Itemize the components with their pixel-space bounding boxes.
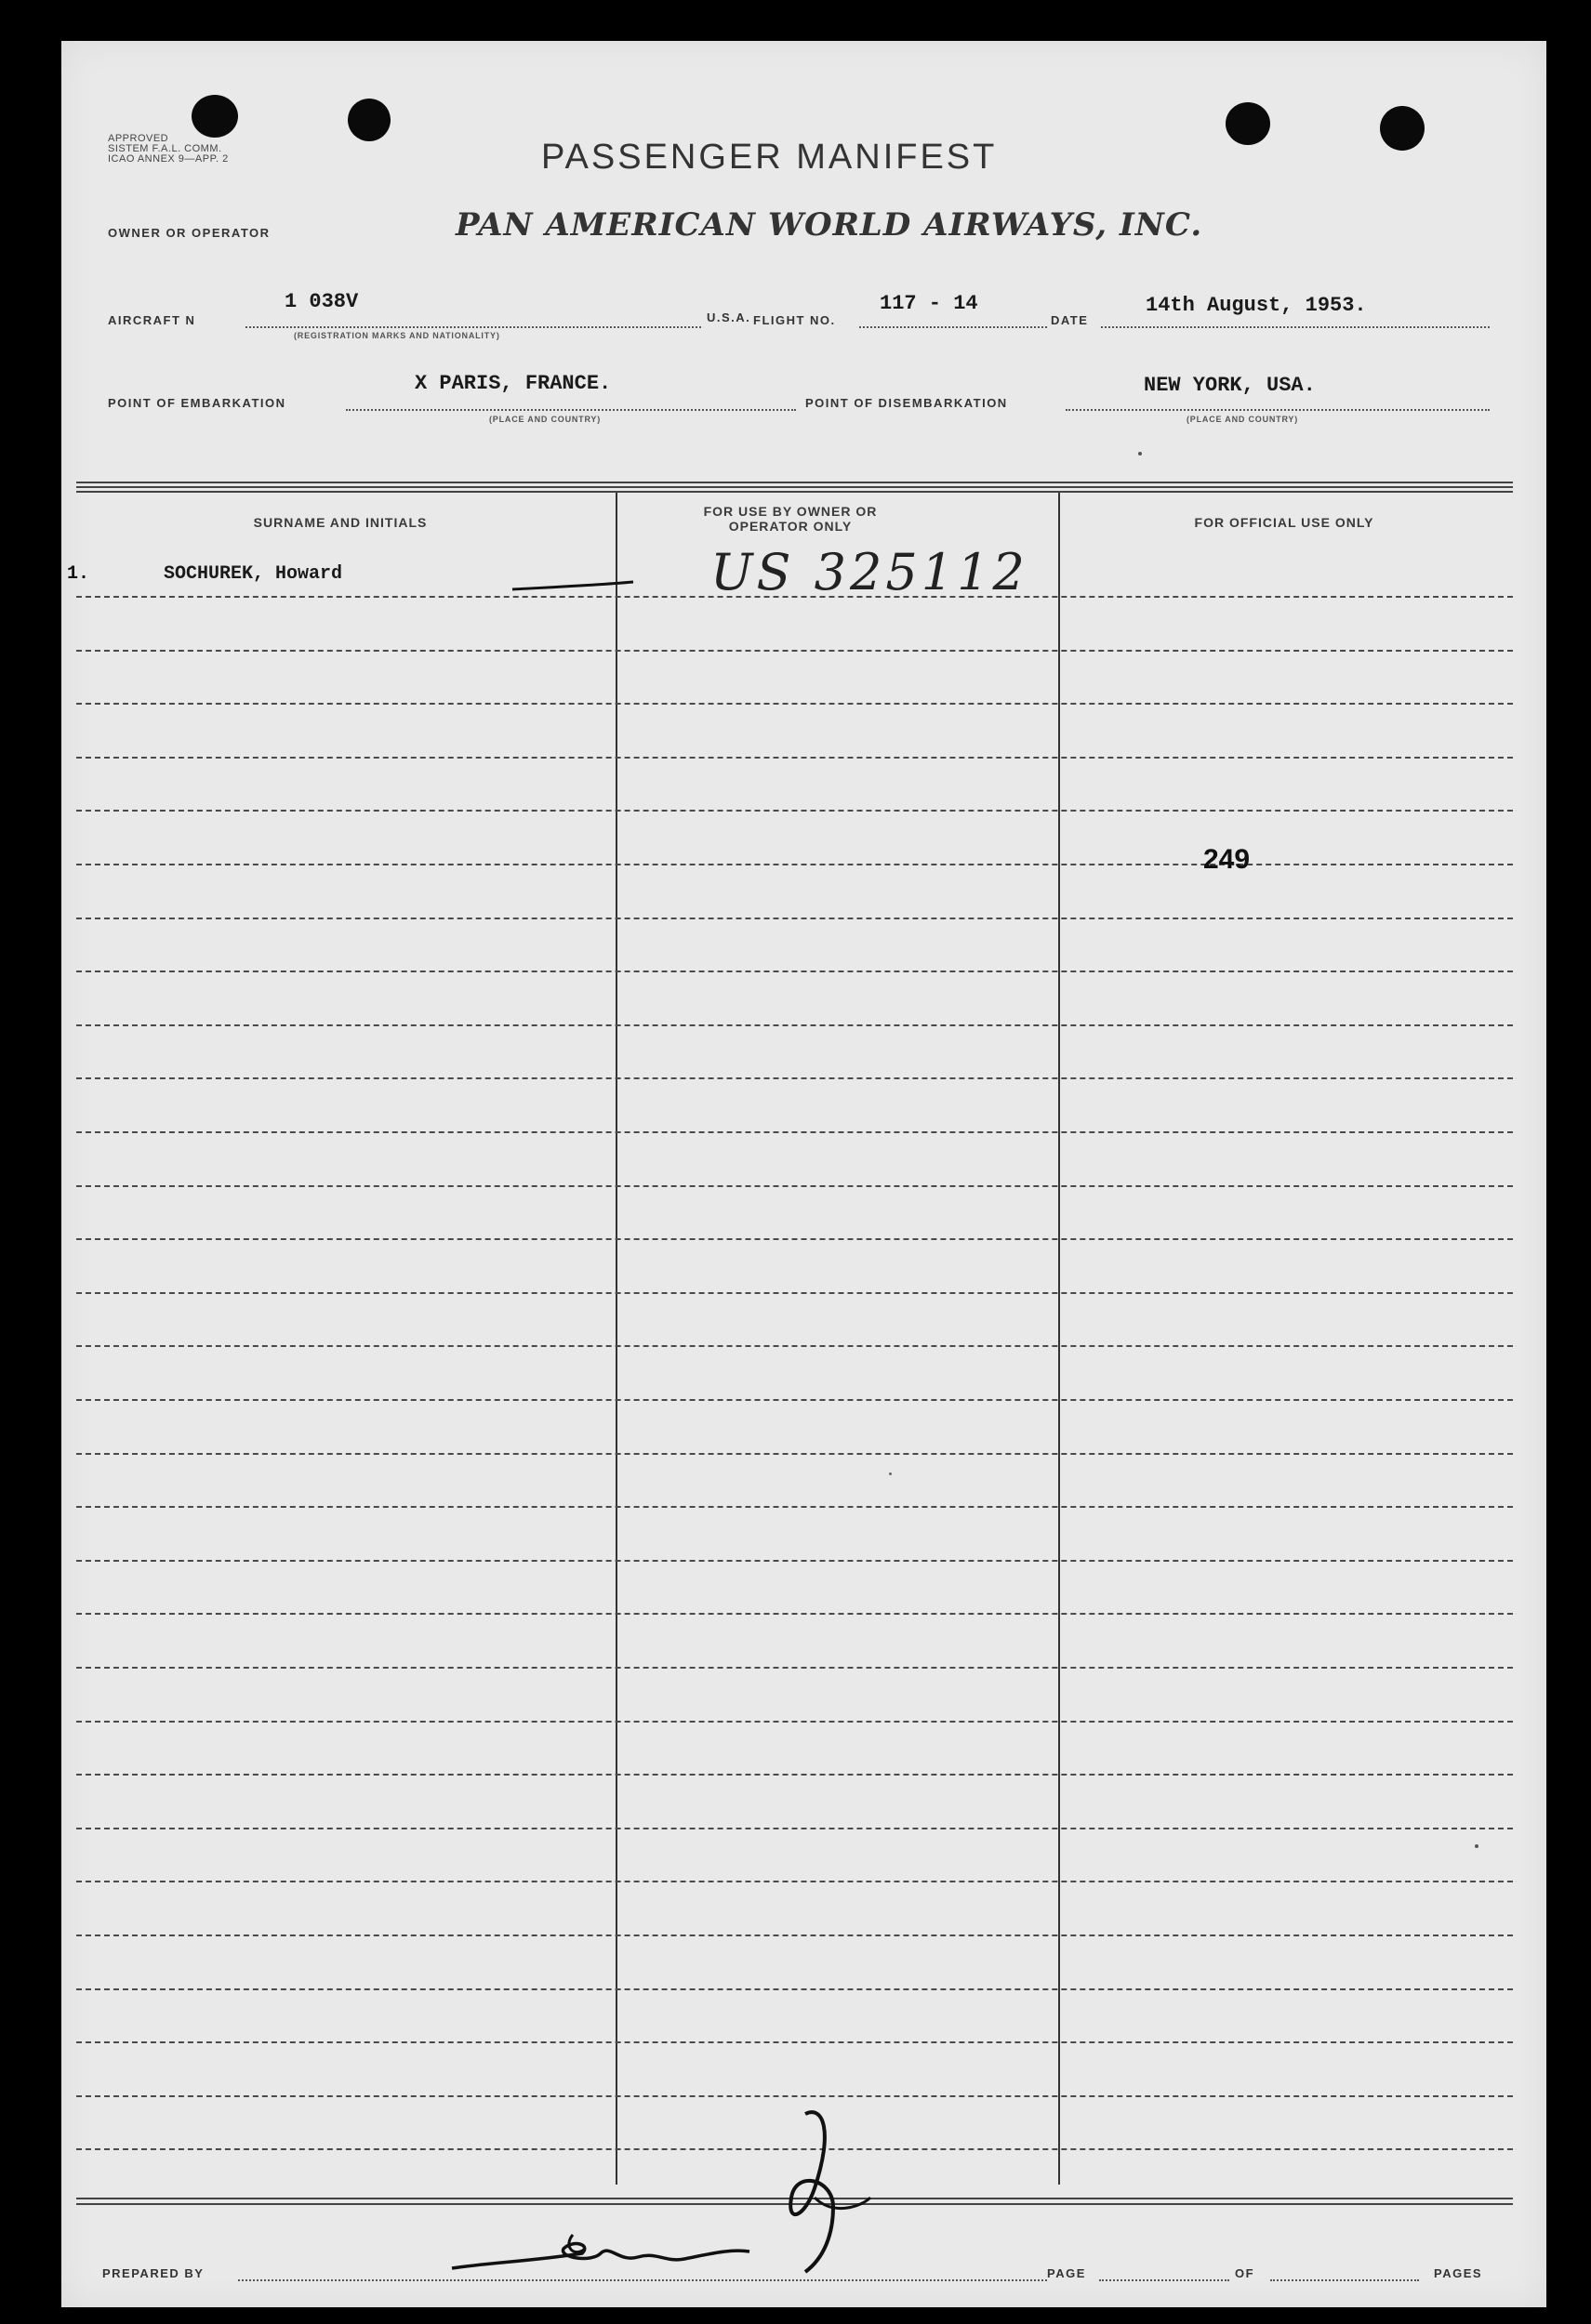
flight-date: 14th August, 1953.: [1146, 294, 1367, 317]
approval-line: APPROVED: [108, 133, 169, 144]
nationality: U.S.A.: [707, 310, 751, 324]
punch-hole: [348, 99, 391, 141]
table-row-line: [76, 1238, 1513, 1240]
punch-hole: [1226, 102, 1270, 145]
flight-label: FLIGHT NO.: [753, 313, 836, 327]
column-header-official: FOR OFFICIAL USE ONLY: [1194, 515, 1374, 530]
disembarkation-label: POINT OF DISEMBARKATION: [805, 396, 1008, 410]
table-row-line: [76, 1024, 1513, 1026]
disembarkation-caption: (PLACE AND COUNTRY): [1187, 415, 1299, 424]
manifest-sheet: [61, 41, 1546, 2307]
owner-label: OWNER OR OPERATOR: [108, 226, 271, 240]
form-title: PASSENGER MANIFEST: [541, 138, 998, 177]
table-row-line: [76, 1453, 1513, 1455]
registration-caption: (REGISTRATION MARKS AND NATIONALITY): [294, 331, 500, 340]
flight-number: 117 - 14: [880, 292, 978, 315]
table-row-line: [76, 1667, 1513, 1669]
table-row-line: [76, 1881, 1513, 1882]
official-stamp: 249: [1203, 844, 1251, 875]
column-header-operator: FOR USE BY OWNER OR OPERATOR ONLY: [703, 504, 878, 534]
speck: [889, 1472, 892, 1475]
table-row-line: [76, 971, 1513, 972]
operator-note-handwritten: US 325112: [710, 543, 1028, 601]
handwritten-stroke: [508, 561, 638, 599]
table-row-line: [76, 650, 1513, 652]
table-row-line: [76, 918, 1513, 919]
embarkation-caption: (PLACE AND COUNTRY): [489, 415, 602, 424]
approval-line: SISTEM F.A.L. COMM.: [108, 143, 222, 154]
column-divider: [616, 493, 617, 2185]
table-row-line: [76, 1988, 1513, 1990]
signature: [433, 2086, 880, 2300]
aircraft-label: AIRCRAFT N: [108, 313, 196, 327]
passenger-name: SOCHUREK, Howard: [164, 563, 343, 585]
table-row-line: [76, 1345, 1513, 1347]
embarkation-value: X PARIS, FRANCE.: [415, 372, 612, 395]
table-row-line: [76, 1934, 1513, 1936]
aircraft-number: 1 038V: [285, 290, 359, 313]
table-row-line: [76, 1774, 1513, 1776]
table-row-line: [76, 1131, 1513, 1133]
row-number: 1.: [67, 563, 90, 585]
table-row-line: [76, 1506, 1513, 1508]
of-label: OF: [1235, 2266, 1255, 2280]
punch-hole: [1380, 106, 1425, 151]
punch-hole: [192, 95, 238, 138]
table-row-line: [76, 864, 1513, 865]
column-header-name: SURNAME AND INITIALS: [253, 515, 428, 530]
speck: [1138, 452, 1142, 456]
table-row-line: [76, 1613, 1513, 1615]
table-row-line: [76, 1828, 1513, 1829]
prepared-by-label: PREPARED BY: [102, 2266, 205, 2280]
table-row-line: [76, 1399, 1513, 1401]
approval-note: [108, 134, 229, 165]
table-row-line: [76, 1185, 1513, 1187]
disembarkation-value: NEW YORK, USA.: [1144, 374, 1316, 397]
table-row-line: [76, 1721, 1513, 1723]
speck: [1475, 1844, 1478, 1848]
table-row-line: [76, 810, 1513, 812]
operator-name: PAN AMERICAN WORLD AIRWAYS, INC.: [456, 206, 1203, 244]
table-row-line: [76, 757, 1513, 759]
embarkation-label: POINT OF EMBARKATION: [108, 396, 286, 410]
page-label: PAGE: [1047, 2266, 1086, 2280]
table-row-line: [76, 1560, 1513, 1562]
date-label: DATE: [1051, 313, 1089, 327]
pages-label: PAGES: [1434, 2266, 1483, 2280]
table-row-line: [76, 703, 1513, 705]
table-row-line: [76, 2041, 1513, 2043]
column-divider: [1058, 493, 1060, 2185]
table-row-line: [76, 1292, 1513, 1294]
table-row-line: [76, 1077, 1513, 1079]
approval-line: ICAO ANNEX 9—APP. 2: [108, 153, 229, 165]
